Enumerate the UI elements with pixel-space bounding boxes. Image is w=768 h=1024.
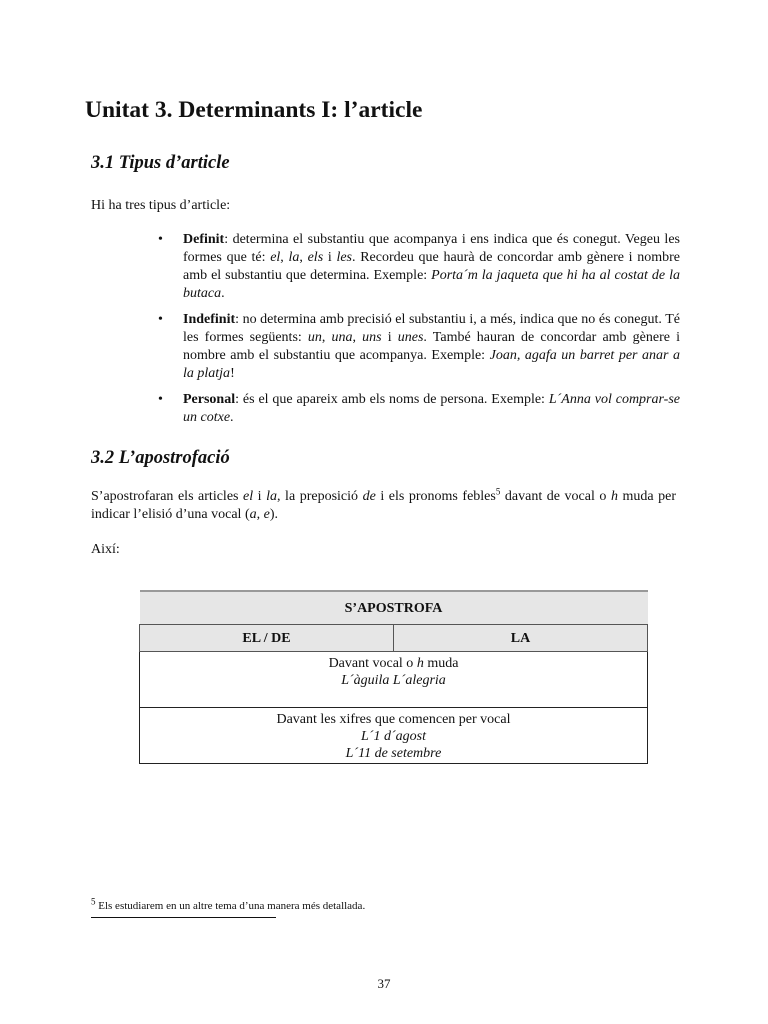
section-heading-tipus: 3.1 Tipus d’article	[91, 153, 230, 173]
form-les: les	[336, 250, 353, 265]
text: muda	[423, 656, 459, 671]
text: Davant vocal o	[328, 656, 417, 671]
bullet-icon: •	[158, 312, 163, 327]
term-el: el	[243, 489, 254, 504]
rule-text: Davant les xifres que comencen per vocal	[276, 712, 511, 727]
list-item-indefinit	[155, 311, 680, 383]
table-row	[140, 708, 648, 764]
table-row	[140, 652, 648, 708]
text: i els pronoms febles	[375, 489, 496, 504]
indefinit-example: Joan, agafa un barret per anar a la platja	[183, 348, 681, 381]
section-intro: Hi ha tres tipus d’article:	[91, 198, 231, 213]
term-de: de	[362, 489, 376, 504]
column-header-la: LA	[394, 625, 648, 652]
footnote-text: Els estudiarem en un altre tema d’una manera més detallada.	[95, 900, 366, 912]
text: S’apostrofaran els articles	[91, 489, 244, 504]
apostrofacio-paragraph	[91, 488, 676, 524]
form-els: els	[307, 250, 324, 265]
sep: i	[381, 330, 398, 345]
form-uns: uns	[362, 330, 382, 345]
list-item-definit	[155, 231, 680, 303]
text: , la preposició	[277, 489, 363, 504]
sep: ,	[299, 250, 308, 265]
form-un: un	[307, 330, 322, 345]
footnote-number: 5	[91, 896, 96, 907]
definit-text-1: : determina el substantiu que acompanya i ens indica que és conegut. Vegeu les formes que té:	[183, 232, 680, 265]
footnote	[91, 896, 366, 913]
example-text: L´11 de setembre	[345, 746, 442, 761]
footnote-ref: 5	[495, 486, 501, 497]
form-unes: unes	[397, 330, 424, 345]
definit-text-2: . Recordeu que haurà de concordar amb gènere i nombre amb el substantiu que determina. Exemple:	[183, 250, 681, 283]
rule-text	[144, 655, 643, 672]
text: ).	[269, 507, 278, 522]
text: davant de vocal o	[500, 489, 611, 504]
indefinit-text-2: . També hauran de concordar amb gènere i nombre amb el substantiu que acompanya. Exemple:	[183, 330, 680, 363]
definit-example: Porta´m la jaqueta que hi ha al costat de la butaca	[183, 268, 680, 301]
term-h: h	[416, 656, 424, 671]
form-la: la	[288, 250, 300, 265]
page-number: 37	[377, 976, 391, 991]
aixi-label: Així:	[91, 542, 120, 557]
term-indefinit: Indefinit	[183, 312, 236, 327]
sep: ,	[280, 250, 289, 265]
table-header: S’APOSTROFA	[140, 591, 648, 625]
sep: ,	[321, 330, 332, 345]
term-h: h	[610, 489, 618, 504]
form-el: el	[270, 250, 281, 265]
indefinit-text-1: : no determina amb precisió el substantiu i, a més, indica que no és conegut. Té les formes següents:	[183, 312, 680, 345]
article-types-list	[155, 231, 680, 435]
text: ,	[256, 507, 264, 522]
text: i	[253, 489, 267, 504]
apostrophe-table	[139, 590, 648, 764]
personal-text-1: : és el que apareix amb els noms de persona. Exemple:	[235, 392, 549, 407]
sep: i	[323, 250, 337, 265]
sep: ,	[352, 330, 363, 345]
example-text: L´1 d´agost	[361, 729, 426, 744]
column-header-el-de: EL / DE	[140, 625, 394, 652]
example-text: L´àguila L´alegria	[341, 673, 446, 688]
table-cell-vocal	[140, 652, 648, 708]
personal-example: L´Anna vol comprar-se un cotxe	[183, 392, 680, 425]
term-personal: Personal	[183, 392, 236, 407]
page-title: Unitat 3. Determinants I: l’article	[85, 97, 423, 123]
bullet-icon: •	[158, 232, 163, 247]
term-definit: Definit	[183, 232, 225, 247]
bullet-icon: •	[158, 392, 163, 407]
section-heading-apostrofacio: 3.2 L’apostrofació	[91, 448, 230, 468]
text: muda per indicar l’elisió d’una vocal (	[91, 489, 677, 522]
punct: !	[230, 366, 235, 381]
form-una: una	[331, 330, 353, 345]
term-la: la	[266, 489, 278, 504]
punct: .	[230, 410, 234, 425]
footnote-divider	[91, 917, 276, 918]
punct: .	[221, 286, 225, 301]
vowel-a: a	[249, 507, 257, 522]
vowel-e: e	[263, 507, 270, 522]
list-item-personal	[155, 391, 680, 427]
table-cell-xifres	[140, 708, 648, 764]
